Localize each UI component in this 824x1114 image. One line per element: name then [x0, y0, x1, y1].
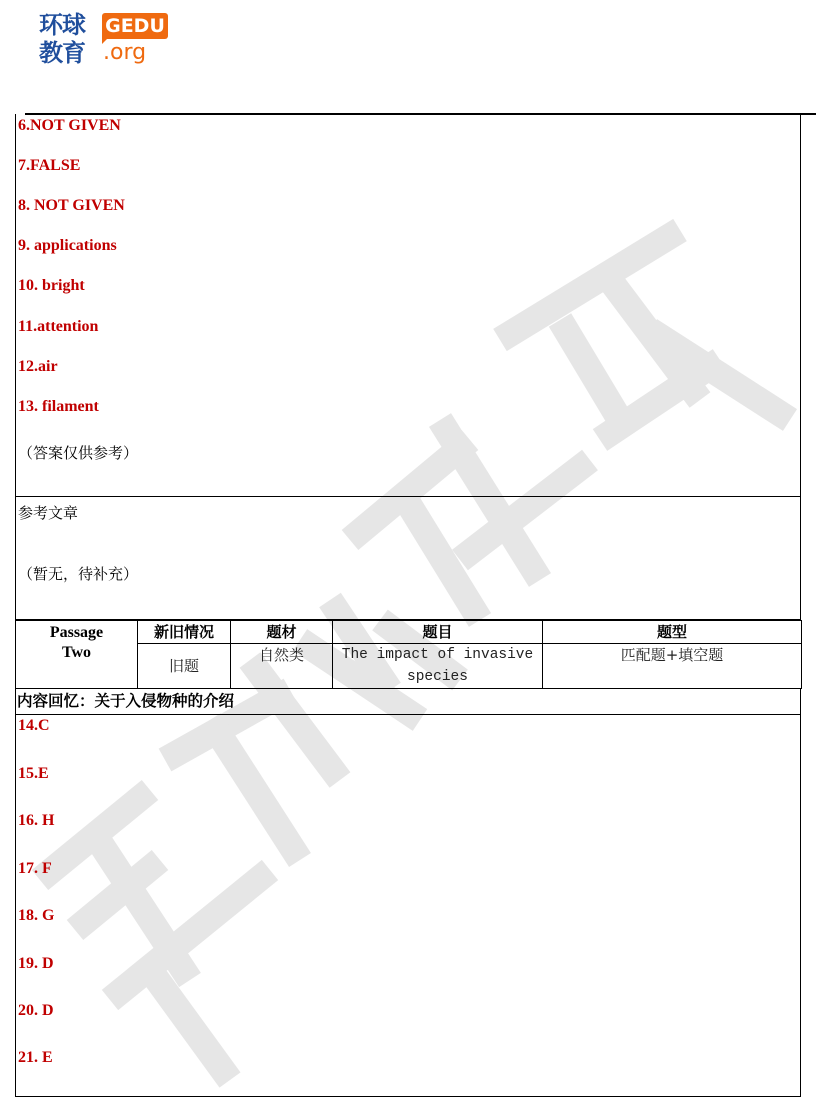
- answer-item: 9. applications: [18, 237, 117, 254]
- column-header: 题型: [543, 621, 802, 644]
- answer-item: 14.C: [18, 717, 50, 734]
- answer-item: 19. D: [18, 955, 54, 972]
- answer-item: 10. bright: [18, 277, 85, 294]
- answer-item: 20. D: [18, 1002, 54, 1019]
- answer-item: 7.FALSE: [18, 157, 81, 174]
- cell-question-types: 匹配题+填空题: [543, 644, 802, 689]
- passage-label-line1: Passage: [49, 624, 104, 641]
- answer-item: 8. NOT GIVEN: [18, 197, 125, 214]
- logo-suffix: .org: [103, 40, 147, 65]
- passage-two-info-table: [15, 620, 802, 689]
- content-recall: 内容回忆：关于入侵物种的介绍: [15, 689, 801, 715]
- answer-item: 17. F: [18, 860, 52, 877]
- answer-disclaimer: （答案仅供参考）: [18, 444, 139, 462]
- answer-document: [15, 114, 801, 1097]
- answer-item: 6.NOT GIVEN: [18, 117, 121, 134]
- reference-article: [15, 497, 801, 620]
- answer-item: 13. filament: [18, 398, 99, 415]
- answer-item: 12.air: [18, 358, 58, 375]
- answer-item: 16. H: [18, 812, 55, 829]
- answer-item: 11.attention: [18, 318, 99, 335]
- column-header: 题目: [333, 621, 543, 644]
- passage-one-answers: [15, 114, 801, 497]
- table-header-row: [16, 621, 802, 644]
- reference-article-title: 参考文章: [18, 504, 79, 522]
- logo-badge: GEDU: [102, 13, 168, 39]
- column-header: 题材: [231, 621, 333, 644]
- logo-cn-line2: 教育: [39, 39, 85, 67]
- logo-cn-line1: 环球: [39, 11, 85, 39]
- column-header: 新旧情况: [138, 621, 231, 644]
- cell-title: The impact of invasive species: [333, 644, 543, 689]
- cell-category: 自然类: [231, 644, 333, 689]
- passage-label-line2: Two: [61, 644, 92, 661]
- cell-status: 旧题: [138, 644, 231, 689]
- answer-item: 21. E: [18, 1049, 53, 1066]
- gedu-logo: [39, 10, 171, 68]
- reference-article-body: （暂无，待补充）: [18, 565, 139, 583]
- answer-item: 18. G: [18, 907, 55, 924]
- answer-item: 15.E: [18, 765, 49, 782]
- passage-two-answers: [15, 715, 801, 1097]
- passage-label: [16, 621, 138, 689]
